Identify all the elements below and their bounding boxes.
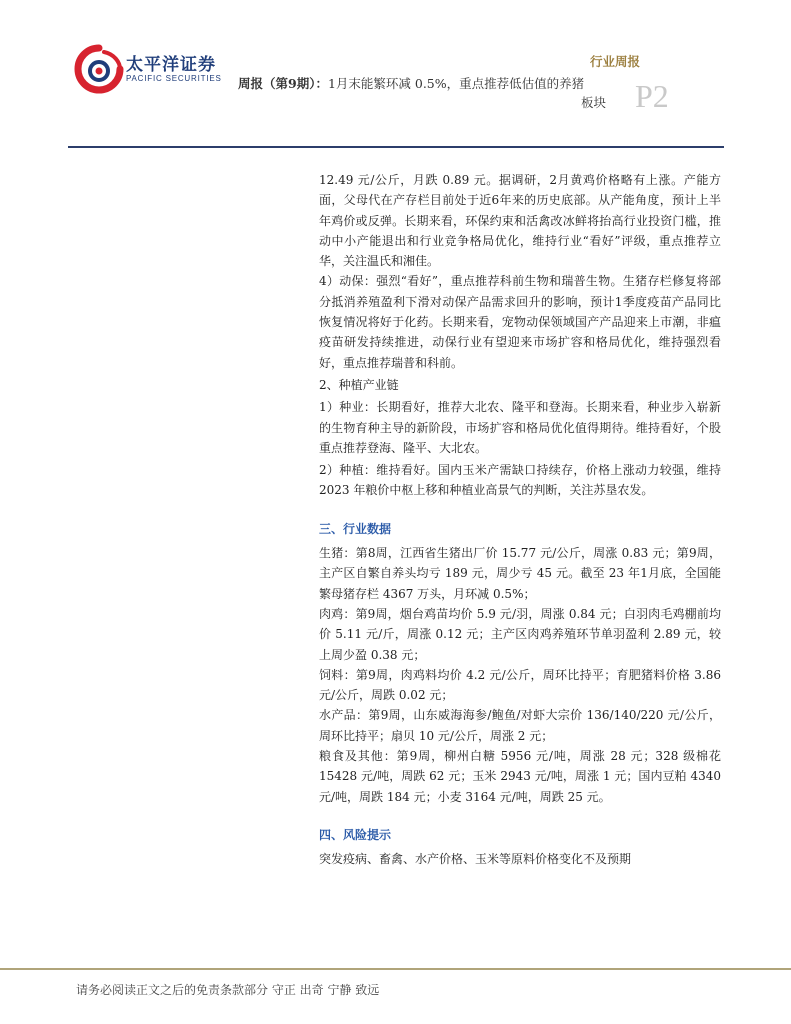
report-category: 行业周报 (590, 54, 641, 69)
section-heading-risk: 四、风险提示 (319, 827, 392, 842)
page-number: P2 (635, 78, 669, 114)
section-heading-industry-data: 三、行业数据 (319, 521, 392, 536)
data-grain-other: 粮食及其他：第9周，柳州白糖 5956 元/吨，周涨 28 元；328 级棉花 15428 元/吨，周跌 62 元；玉米 2943 元/吨，周涨 1 元；国内豆粕 4340 元/吨，周跌 184 元；小麦 3164 元/吨，周跌 25 元。 (319, 749, 721, 804)
logo-chinese-name: 太平洋证券 (126, 55, 216, 75)
data-feed: 饲料：第9周，肉鸡料均价 4.2 元/公斤，周环比持平；育肥猪料价格 3.86 元/公斤，周跌 0.02 元； (319, 667, 721, 703)
report-title-line2: 板块 (580, 95, 606, 110)
paragraph-animal-health: 4）动保：强烈“看好”，重点推荐科前生物和瑞普生物。生猪存栏修复将部分抵消养殖盈利下滑对动保产品需求回升的影响，预计1季度疫苗产品同比恢复情况将好于化药。长期来看，宠物动保领域国产产品迎来上市潮，非瘟疫苗研发持续推进，动保行业有望迎来市场扩容和格局优化，维持强烈看好，重点推荐瑞普和科前。 (319, 274, 721, 370)
logo-english-name: PACIFIC SECURITIES (126, 74, 222, 83)
report-title-issue: 周报（第9期）： (238, 76, 328, 91)
header-divider (68, 146, 724, 148)
footer (76, 981, 379, 998)
report-title-text: 1月末能繁环减 0.5%，重点推荐低估值的养猪 (327, 76, 585, 91)
footer-divider (0, 968, 791, 970)
logo-mark-icon (74, 44, 124, 94)
data-broiler: 肉鸡：第9周，烟台鸡苗均价 5.9 元/羽，周涨 0.84 元；白羽肉毛鸡棚前均价 5.11 元/斤，周涨 0.12 元；主产区肉鸡养殖环节单羽盈利 2.89 元，较上周少盈 0.38 元； (319, 606, 721, 662)
paragraph-poultry: 12.49 元/公斤，月跌 0.89 元。据调研，2月黄鸡价格略有上涨。产能方面，父母代在产存栏目前处于近6年来的历史底部。从产能角度，预计上半年鸡价或反弹。长期来看，环保约束和活禽改冰鲜将抬高行业投资门槛，推动中小产能退出和行业竞争格局优化，维持行业“看好”评级，重点推荐立华，关注温氏和湘佳。 (319, 173, 721, 269)
paragraph-seed-industry: 1）种业：长期看好，推荐大北农、隆平和登海。长期来看，种业步入崭新的生物育种主导的新阶段，市场扩容和格局优化值得期待。维持看好，个股重点推荐登海、隆平、大北农。 (319, 400, 721, 455)
subheading-planting-chain: 2、种植产业链 (319, 377, 399, 392)
footer-motto: 守正 出奇 宁静 致远 (271, 983, 380, 997)
data-aquatic: 水产品：第9周，山东威海海参/鲍鱼/对虾大宗价 136/140/220 元/公斤，周环比持平；扇贝 10 元/公斤，周涨 2 元； (319, 708, 721, 743)
paragraph-planting: 2）种植：维持看好。国内玉米产需缺口持续存，价格上涨动力较强，维持 2023 年粮价中枢上移和种植业高景气的判断，关注苏垦农发。 (319, 463, 721, 498)
footer-disclaimer: 请务必阅读正文之后的免责条款部分 (76, 983, 269, 997)
report-title (238, 74, 638, 112)
report-body (319, 170, 721, 870)
company-logo (74, 44, 224, 92)
data-hog: 生猪：第8周，江西省生猪出厂价 15.77 元/公斤，周涨 0.83 元；第9周，主产区自繁自养头均亏 189 元，周少亏 45 元。截至 23 年1月底，全国能繁母猪存栏 4367 万头，月环减 0.5%； (319, 546, 721, 601)
risk-text: 突发疫病、畜禽、水产价格、玉米等原料价格变化不及预期 (319, 852, 632, 867)
